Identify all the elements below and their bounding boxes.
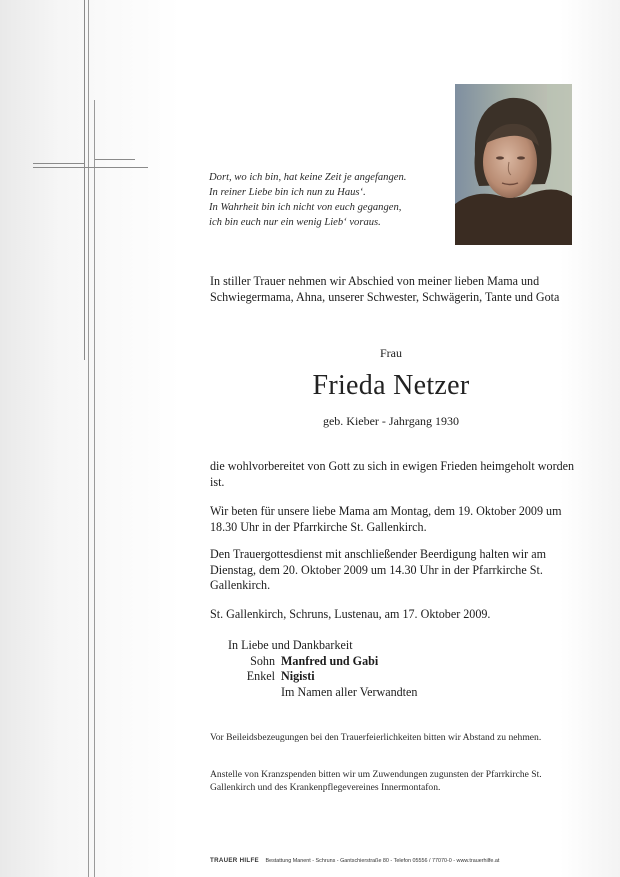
poem <box>209 170 449 230</box>
poem-line: In reiner Liebe bin ich nun zu Haus‘. <box>209 187 366 198</box>
signature-heading: In Liebe und Dankbarkeit <box>228 638 353 652</box>
poem-line: Dort, wo ich bin, hat keine Zeit je angefangen. <box>209 172 407 183</box>
poem-line: ich bin euch nur ein wenig Lieb‘ voraus. <box>209 217 381 228</box>
signature-row <box>228 654 417 670</box>
salutation: Frau <box>380 346 402 360</box>
signature-names: Nigisti <box>281 669 315 683</box>
signature-role: Enkel <box>246 669 275 683</box>
signature-names: Manfred und Gabi <box>281 653 379 668</box>
portrait-photo <box>455 84 572 245</box>
footer <box>210 857 499 864</box>
deceased-name: Frieda Netzer <box>312 370 470 401</box>
signature-role: Sohn <box>250 653 275 668</box>
footer-brand: TRAUER HILFE <box>210 857 259 864</box>
place-date: St. Gallenkirch, Schruns, Lustenau, am 17. Oktober 2009. <box>210 607 491 621</box>
poem-line: In Wahrheit bin ich nicht von euch gegangen, <box>209 202 402 213</box>
condolence-note: Vor Beileidsbezeugungen bei den Trauerfeierlichkeiten bitten wir Abstand zu nehmen. <box>210 732 542 743</box>
intro-text: In stiller Trauer nehmen wir Abschied von meiner lieben Mama und Schwiegermama, Ahna, unserer Schwester, Schwägerin, Tante und Gota <box>210 274 560 304</box>
signature-block <box>228 638 417 700</box>
signature-closing: Im Namen aller Verwandten <box>281 684 418 699</box>
birth-info: geb. Kieber - Jahrgang 1930 <box>322 414 460 428</box>
paragraph-funeral: Den Trauergottesdienst mit anschließender Beerdigung halten wir am Dienstag, dem 20. Oktober 2009 um 14.30 Uhr in der Pfarrkirche St. Gallenkirch. <box>210 547 546 593</box>
signature-closing-row <box>228 685 417 701</box>
paragraph-passing: die wohlvorbereitet von Gott zu sich in ewigen Frieden heimgeholt worden ist. <box>210 459 575 489</box>
paragraph-prayer: Wir beten für unsere liebe Mama am Montag, dem 19. Oktober 2009 um 18.30 Uhr in der Pfarrkirche St. Gallenkirch. <box>210 504 562 534</box>
footer-text: Bestattung Manent - Schruns - Gantschierstraße 80 - Telefon 05556 / 77070-0 - www.trauerhilfe.at <box>265 858 500 864</box>
signature-row <box>228 669 417 685</box>
donation-note: Anstelle von Kranzspenden bitten wir um Zuwendungen zugunsten der Pfarrkirche St. Gallenkirch und des Krankenpflegevereines Innermontafon. <box>210 769 542 793</box>
